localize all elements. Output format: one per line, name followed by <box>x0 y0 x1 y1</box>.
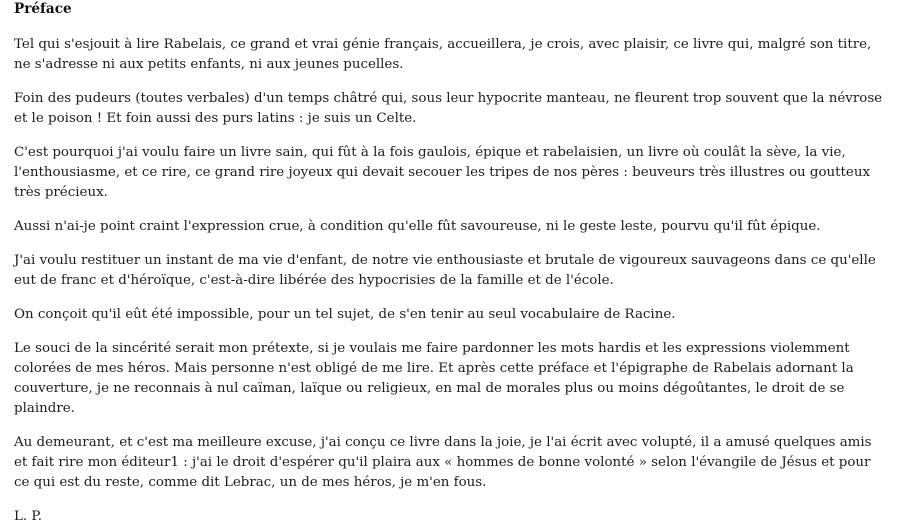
paragraph-1: Tel qui s'esjouit à lire Rabelais, ce grand et vrai génie français, accueillera, je crois, avec plaisir, ce livre qui, malgré son titre, ne s'adresse ni aux petits enfants, ni aux jeunes pucelles. <box>14 37 872 72</box>
paragraph-6: On conçoit qu'il eût été impossible, pour un tel sujet, de s'en tenir au seul vocabulaire de Racine. <box>14 307 676 322</box>
page-title: Préface <box>14 1 72 17</box>
paragraph-8: Au demeurant, et c'est ma meilleure excuse, j'ai conçu ce livre dans la joie, je l'ai écrit avec volupté, il a amusé quelques amis et fait rire mon éditeur1 : j'ai le droit d'espérer qu'il plaira aux « hommes de bonne volonté » selon l'évangile de Jésus et pour ce qui est du reste, comme dit Lebrac, un de mes héros, je m'en fous. <box>14 435 872 490</box>
paragraph-3: C'est pourquoi j'ai voulu faire un livre sain, qui fût à la fois gaulois, épique et rabelaisien, un livre où coulât la sève, la vie, l'enthousiasme, et ce rire, ce grand rire joyeux qui devait secouer les tripes de nos pères : beuveurs très illustres ou goutteux très précieux. <box>14 145 871 200</box>
paragraph-2: Foin des pudeurs (toutes verbales) d'un temps châtré qui, sous leur hypocrite manteau, ne fleurent trop souvent que la névrose et le poison ! Et foin aussi des purs latins : je suis un Celte. <box>14 91 883 126</box>
signature-initials: L. P. <box>14 509 42 524</box>
paragraph-7: Le souci de la sincérité serait mon prétexte, si je voulais me faire pardonner les mots hardis et les expressions violemment colorées de mes héros. Mais personne n'est obligé de me lire. Et après cette préface et l'épigraphe de Rabelais adornant la couverture, je ne reconnais à nul caïman, laïque ou religieux, en mal de morales plus ou moins dégoûtantes, le droit de se plaindre. <box>14 341 854 416</box>
paragraph-4: Aussi n'ai-je point craint l'expression crue, à condition qu'elle fût savoureuse, ni le geste leste, pourvu qu'il fût épique. <box>14 219 821 234</box>
paragraph-5: J'ai voulu restituer un instant de ma vie d'enfant, de notre vie enthousiaste et brutale de vigoureux sauvageons dans ce qu'elle eut de franc et d'héroïque, c'est-à-dire libérée des hypocrisies de la famille et de l'école. <box>14 253 876 288</box>
